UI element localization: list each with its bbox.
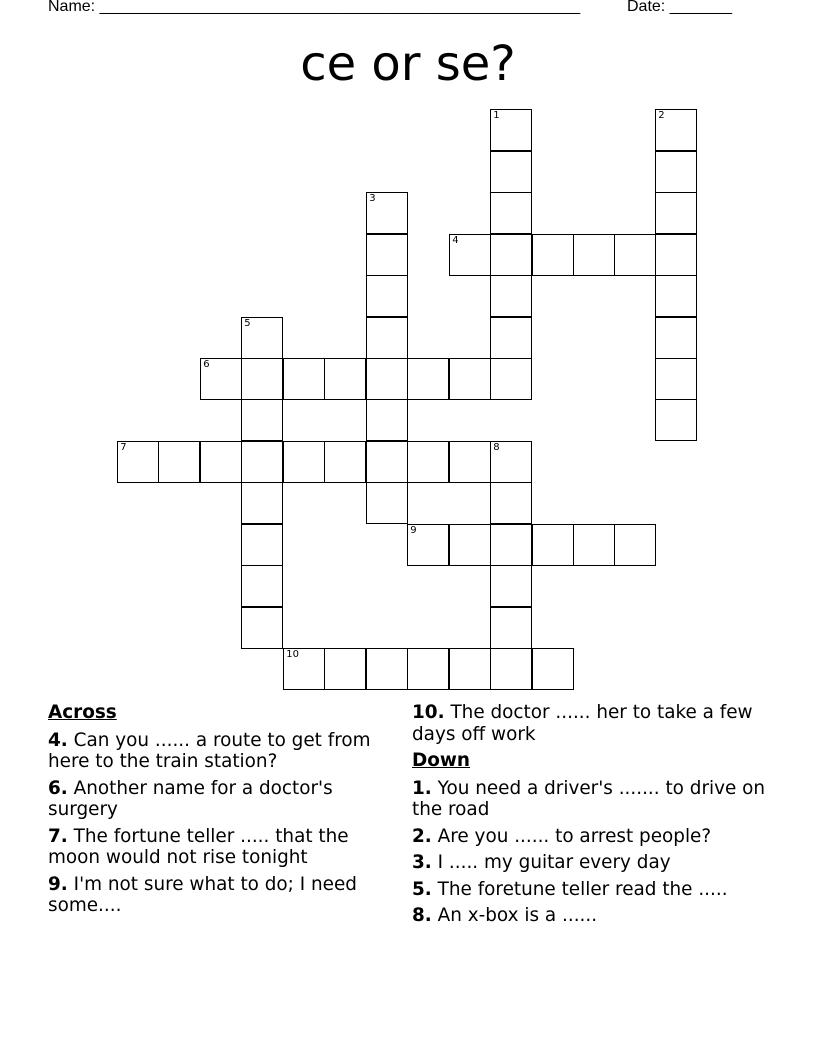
- grid-cell[interactable]: [366, 234, 407, 275]
- grid-cell[interactable]: [241, 565, 282, 606]
- grid-cell[interactable]: [241, 317, 282, 358]
- grid-cell[interactable]: [366, 399, 407, 440]
- grid-cell[interactable]: [532, 234, 573, 275]
- grid-cell[interactable]: [407, 358, 448, 399]
- grid-cell[interactable]: [407, 524, 448, 565]
- date-field-label: Date: _______: [627, 0, 732, 15]
- grid-cell[interactable]: [490, 565, 531, 606]
- cell-number: 7: [120, 442, 127, 454]
- grid-cell[interactable]: [324, 648, 365, 689]
- grid-cell[interactable]: [324, 358, 365, 399]
- grid-cell[interactable]: [241, 399, 282, 440]
- across-heading: Across: [48, 702, 117, 723]
- grid-cell[interactable]: [241, 482, 282, 523]
- grid-cell[interactable]: [200, 441, 241, 482]
- grid-cell[interactable]: [490, 317, 531, 358]
- down-clue-2: [412, 826, 772, 848]
- clue-text: I'm not sure what to do; I need some....: [48, 873, 357, 916]
- down-clue-1: [412, 778, 772, 821]
- grid-cell[interactable]: [614, 234, 655, 275]
- cell-number: 10: [286, 649, 299, 661]
- grid-cell[interactable]: [490, 482, 531, 523]
- grid-cell[interactable]: [449, 234, 490, 275]
- grid-cell[interactable]: [200, 358, 241, 399]
- grid-cell[interactable]: [490, 358, 531, 399]
- grid-cell[interactable]: [407, 648, 448, 689]
- grid-cell[interactable]: [490, 524, 531, 565]
- down-clue-5: [412, 879, 772, 901]
- cell-number: 1: [493, 110, 500, 122]
- grid-cell[interactable]: [490, 607, 531, 648]
- clue-text: The fortune teller ..... that the moon would not rise tonight: [48, 825, 349, 868]
- grid-cell[interactable]: [532, 524, 573, 565]
- grid-cell[interactable]: [449, 358, 490, 399]
- clues-right-column: [412, 702, 772, 932]
- cell-number: 6: [203, 359, 210, 371]
- across-clue-6: [48, 778, 378, 821]
- clue-number: 5.: [412, 878, 432, 900]
- grid-cell[interactable]: [158, 441, 199, 482]
- grid-cell[interactable]: [449, 441, 490, 482]
- cell-number: 2: [658, 110, 665, 122]
- clue-number: 10.: [412, 702, 445, 723]
- grid-cell[interactable]: [490, 109, 531, 150]
- clue-text: You need a driver's ....... to drive on the road: [412, 777, 766, 820]
- down-clue-3: [412, 852, 772, 874]
- clue-text: Can you ...... a route to get from here to the train station?: [48, 729, 371, 772]
- grid-cell[interactable]: [283, 358, 324, 399]
- grid-cell[interactable]: [655, 275, 696, 316]
- grid-cell[interactable]: [490, 275, 531, 316]
- clue-number: 7.: [48, 825, 68, 847]
- grid-cell[interactable]: [614, 524, 655, 565]
- cell-number: 5: [244, 318, 251, 330]
- grid-cell[interactable]: [449, 524, 490, 565]
- clue-number: 1.: [412, 777, 432, 799]
- grid-cell[interactable]: [241, 441, 282, 482]
- across-clue-10: [412, 702, 772, 745]
- grid-cell[interactable]: [366, 358, 407, 399]
- grid-cell[interactable]: [117, 441, 158, 482]
- grid-cell[interactable]: [241, 358, 282, 399]
- grid-cell[interactable]: [490, 648, 531, 689]
- grid-cell[interactable]: [490, 441, 531, 482]
- clue-text: The doctor ...... her to take a few days off work: [412, 702, 753, 745]
- cell-number: 4: [452, 235, 459, 247]
- grid-cell[interactable]: [655, 358, 696, 399]
- grid-cell[interactable]: [366, 275, 407, 316]
- across-clue-9: [48, 874, 378, 917]
- clue-text: The foretune teller read the .....: [437, 878, 728, 900]
- page-title: ce or se?: [300, 36, 516, 92]
- grid-cell[interactable]: [655, 234, 696, 275]
- grid-cell[interactable]: [490, 151, 531, 192]
- grid-cell[interactable]: [283, 648, 324, 689]
- grid-cell[interactable]: [655, 399, 696, 440]
- grid-cell[interactable]: [366, 441, 407, 482]
- grid-cell[interactable]: [283, 441, 324, 482]
- down-heading: Down: [412, 750, 470, 771]
- clues-left-column: [48, 702, 378, 922]
- across-clue-4: [48, 730, 378, 773]
- clue-text: Another name for a doctor's surgery: [48, 777, 333, 820]
- grid-cell[interactable]: [532, 648, 573, 689]
- clue-number: 4.: [48, 729, 68, 751]
- grid-cell[interactable]: [655, 109, 696, 150]
- cell-number: 8: [493, 442, 500, 454]
- down-clue-8: [412, 905, 772, 927]
- grid-cell[interactable]: [366, 192, 407, 233]
- clue-number: 2.: [412, 825, 432, 847]
- grid-cell[interactable]: [573, 524, 614, 565]
- clue-number: 9.: [48, 873, 68, 895]
- grid-cell[interactable]: [573, 234, 614, 275]
- grid-cell[interactable]: [366, 482, 407, 523]
- grid-cell[interactable]: [449, 648, 490, 689]
- grid-cell[interactable]: [241, 524, 282, 565]
- cell-number: 9: [410, 525, 417, 537]
- grid-cell[interactable]: [490, 192, 531, 233]
- grid-cell[interactable]: [366, 317, 407, 358]
- clue-text: An x-box is a ......: [437, 905, 598, 926]
- grid-cell[interactable]: [490, 234, 531, 275]
- across-clue-7: [48, 826, 378, 869]
- grid-cell[interactable]: [366, 648, 407, 689]
- clue-number: 3.: [412, 852, 432, 873]
- name-field-label: Name: ______________________________________________________: [48, 0, 581, 15]
- grid-cell[interactable]: [655, 317, 696, 358]
- clue-number: 8.: [412, 905, 432, 926]
- grid-cell[interactable]: [655, 192, 696, 233]
- cell-number: 3: [369, 193, 376, 205]
- grid-cell[interactable]: [655, 151, 696, 192]
- grid-cell[interactable]: [324, 441, 365, 482]
- grid-cell[interactable]: [241, 607, 282, 648]
- clue-text: I ..... my guitar every day: [437, 852, 671, 873]
- clue-number: 6.: [48, 777, 68, 799]
- clue-text: Are you ...... to arrest people?: [437, 825, 712, 847]
- grid-cell[interactable]: [407, 441, 448, 482]
